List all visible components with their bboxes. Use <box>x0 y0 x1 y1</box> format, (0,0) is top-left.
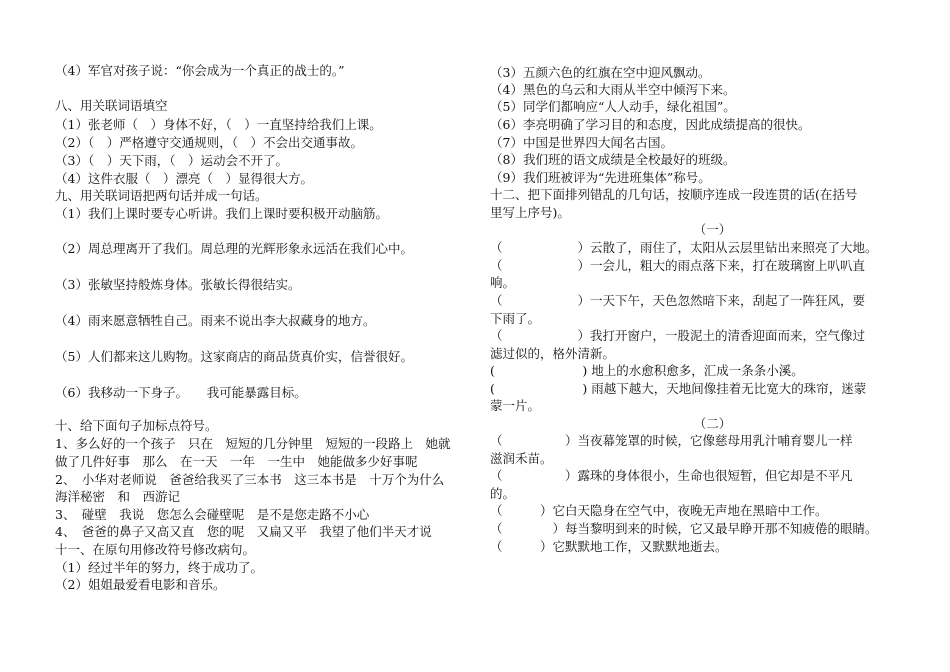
text-line: （ ）我打开窗户，一股泥土的清香迎面而来，空气像过 <box>490 328 866 343</box>
text-line: 的。 <box>490 486 516 501</box>
section-heading: 里写上序号)。 <box>490 205 570 220</box>
text-line: 滋润禾苗。 <box>490 451 553 466</box>
text-line: （6）我移动一下身子。 我可能暴露目标。 <box>55 385 307 400</box>
section-heading: 十、给下面句子加标点符号。 <box>55 418 218 433</box>
section-heading: 九、用关联词语把两句话并成一句话。 <box>55 188 268 203</box>
text-line: （5）人们都来这儿购物。这家商店的商品货真价实，信誉很好。 <box>55 349 413 364</box>
text-line: ( ) 雨越下越大，天地间像挂着无比宽大的珠帘，迷蒙 <box>490 381 867 396</box>
text-line: 响。 <box>490 275 516 290</box>
text-line: （2）（ ）严格遵守交通规则，（ ）不会出交通事故。 <box>55 135 363 150</box>
text-line: （4）雨来愿意牺牲自己。雨来不说出李大叔藏身的地方。 <box>55 313 376 328</box>
text-line: 1、多么好的一个孩子 只在 短短的几分钟里 短短的一段路上 她就 <box>55 436 451 451</box>
text-line: （ ）它白天隐身在空气中，夜晚无声地在黑暗中工作。 <box>490 503 828 518</box>
text-line: 3、 碰壁 我说 您怎么会碰壁呢 是不是您走路不小心 <box>55 507 370 522</box>
text-line: 2、 小华对老师说 爸爸给我买了三本书 这三本书是 十万个为什么 <box>55 472 445 487</box>
text-line: 做了几件好事 那么 在一天 一年 一生中 她能做多少好事呢 <box>55 454 418 469</box>
text-line: （2）姐姐最爱看电影和音乐。 <box>55 577 226 592</box>
text-line: （3）（ ）天下雨，（ ）运动会不开了。 <box>55 153 288 168</box>
text-line: （2）周总理离开了我们。周总理的光辉形象永远活在我们心中。 <box>55 241 413 256</box>
text-line: （4）黑色的乌云和大雨从半空中倾泻下来。 <box>490 82 736 97</box>
text-line: （ ）一会儿，粗大的雨点落下来，打在玻璃窗上叭叭直 <box>490 258 866 273</box>
text-line: 下雨了。 <box>490 311 541 326</box>
text-line: （5）同学们都响应“人人动手，绿化祖国”。 <box>490 99 736 114</box>
text-line: （ ）它默默地工作，又默默地逝去。 <box>490 539 728 554</box>
text-line: （ ）露珠的身体很小，生命也很短暂，但它却是不平凡 <box>490 468 853 483</box>
text-line: （ ）一天下午，天色忽然暗下来，刮起了一阵狂风，要 <box>490 293 866 308</box>
subsection-heading: （二） <box>693 416 732 431</box>
text-line: 4、 爸爸的鼻子又高又直 您的呢 又扁又平 我望了他们半天才说 <box>55 524 432 539</box>
text-line: （ ）每当黎明到来的时候，它又最早睁开那不知疲倦的眼睛。 <box>490 521 878 536</box>
text-line: 蒙一片。 <box>490 398 541 413</box>
text-line: （4）军官对孩子说：“你会成为一个真正的战士的。” <box>55 63 345 78</box>
text-line: （7）中国是世界四大闻名古国。 <box>490 135 673 150</box>
section-heading: 十一、在原句用修改符号修改病句。 <box>55 542 256 557</box>
text-line: 海洋秘密 和 西游记 <box>55 489 181 504</box>
text-line: （3）五颜六色的红旗在空中迎风飘动。 <box>490 65 711 80</box>
text-line: 滤过似的，格外清新。 <box>490 346 616 361</box>
text-line: （4）这件衣服（ ）漂亮（ ）显得很大方。 <box>55 171 313 186</box>
text-line: （ ）云散了，雨住了，太阳从云层里钻出来照亮了大地。 <box>490 240 878 255</box>
text-line: （1）经过半年的努力，终于成功了。 <box>55 560 263 575</box>
text-line: （1）我们上课时要专心听讲。我们上课时要积极开动脑筋。 <box>55 206 388 221</box>
text-line: （6）李亮明确了学习目的和态度，因此成绩提高的很快。 <box>490 117 811 132</box>
text-line: （9）我们班被评为“先进班集体”称号。 <box>490 170 711 185</box>
text-line: （8）我们班的语文成绩是全校最好的班级。 <box>490 152 736 167</box>
text-line: （1）张老师（ ）身体不好，（ ）一直坚持给我们上课。 <box>55 117 382 132</box>
section-heading: 十二、把下面排列错乱的几句话，按顺序连成一段连贯的话(在括号 <box>490 187 858 202</box>
text-line: （ ）当夜幕笼罩的时候，它像慈母用乳汁哺育婴儿一样 <box>490 433 853 448</box>
subsection-heading: （一） <box>693 222 732 237</box>
section-heading: 八、用关联词语填空 <box>55 98 168 113</box>
text-line: （3）张敏坚持般炼身体。张敏长得很结实。 <box>55 277 301 292</box>
text-line: ( ) 地上的水愈积愈多，汇成一条条小溪。 <box>490 363 804 378</box>
